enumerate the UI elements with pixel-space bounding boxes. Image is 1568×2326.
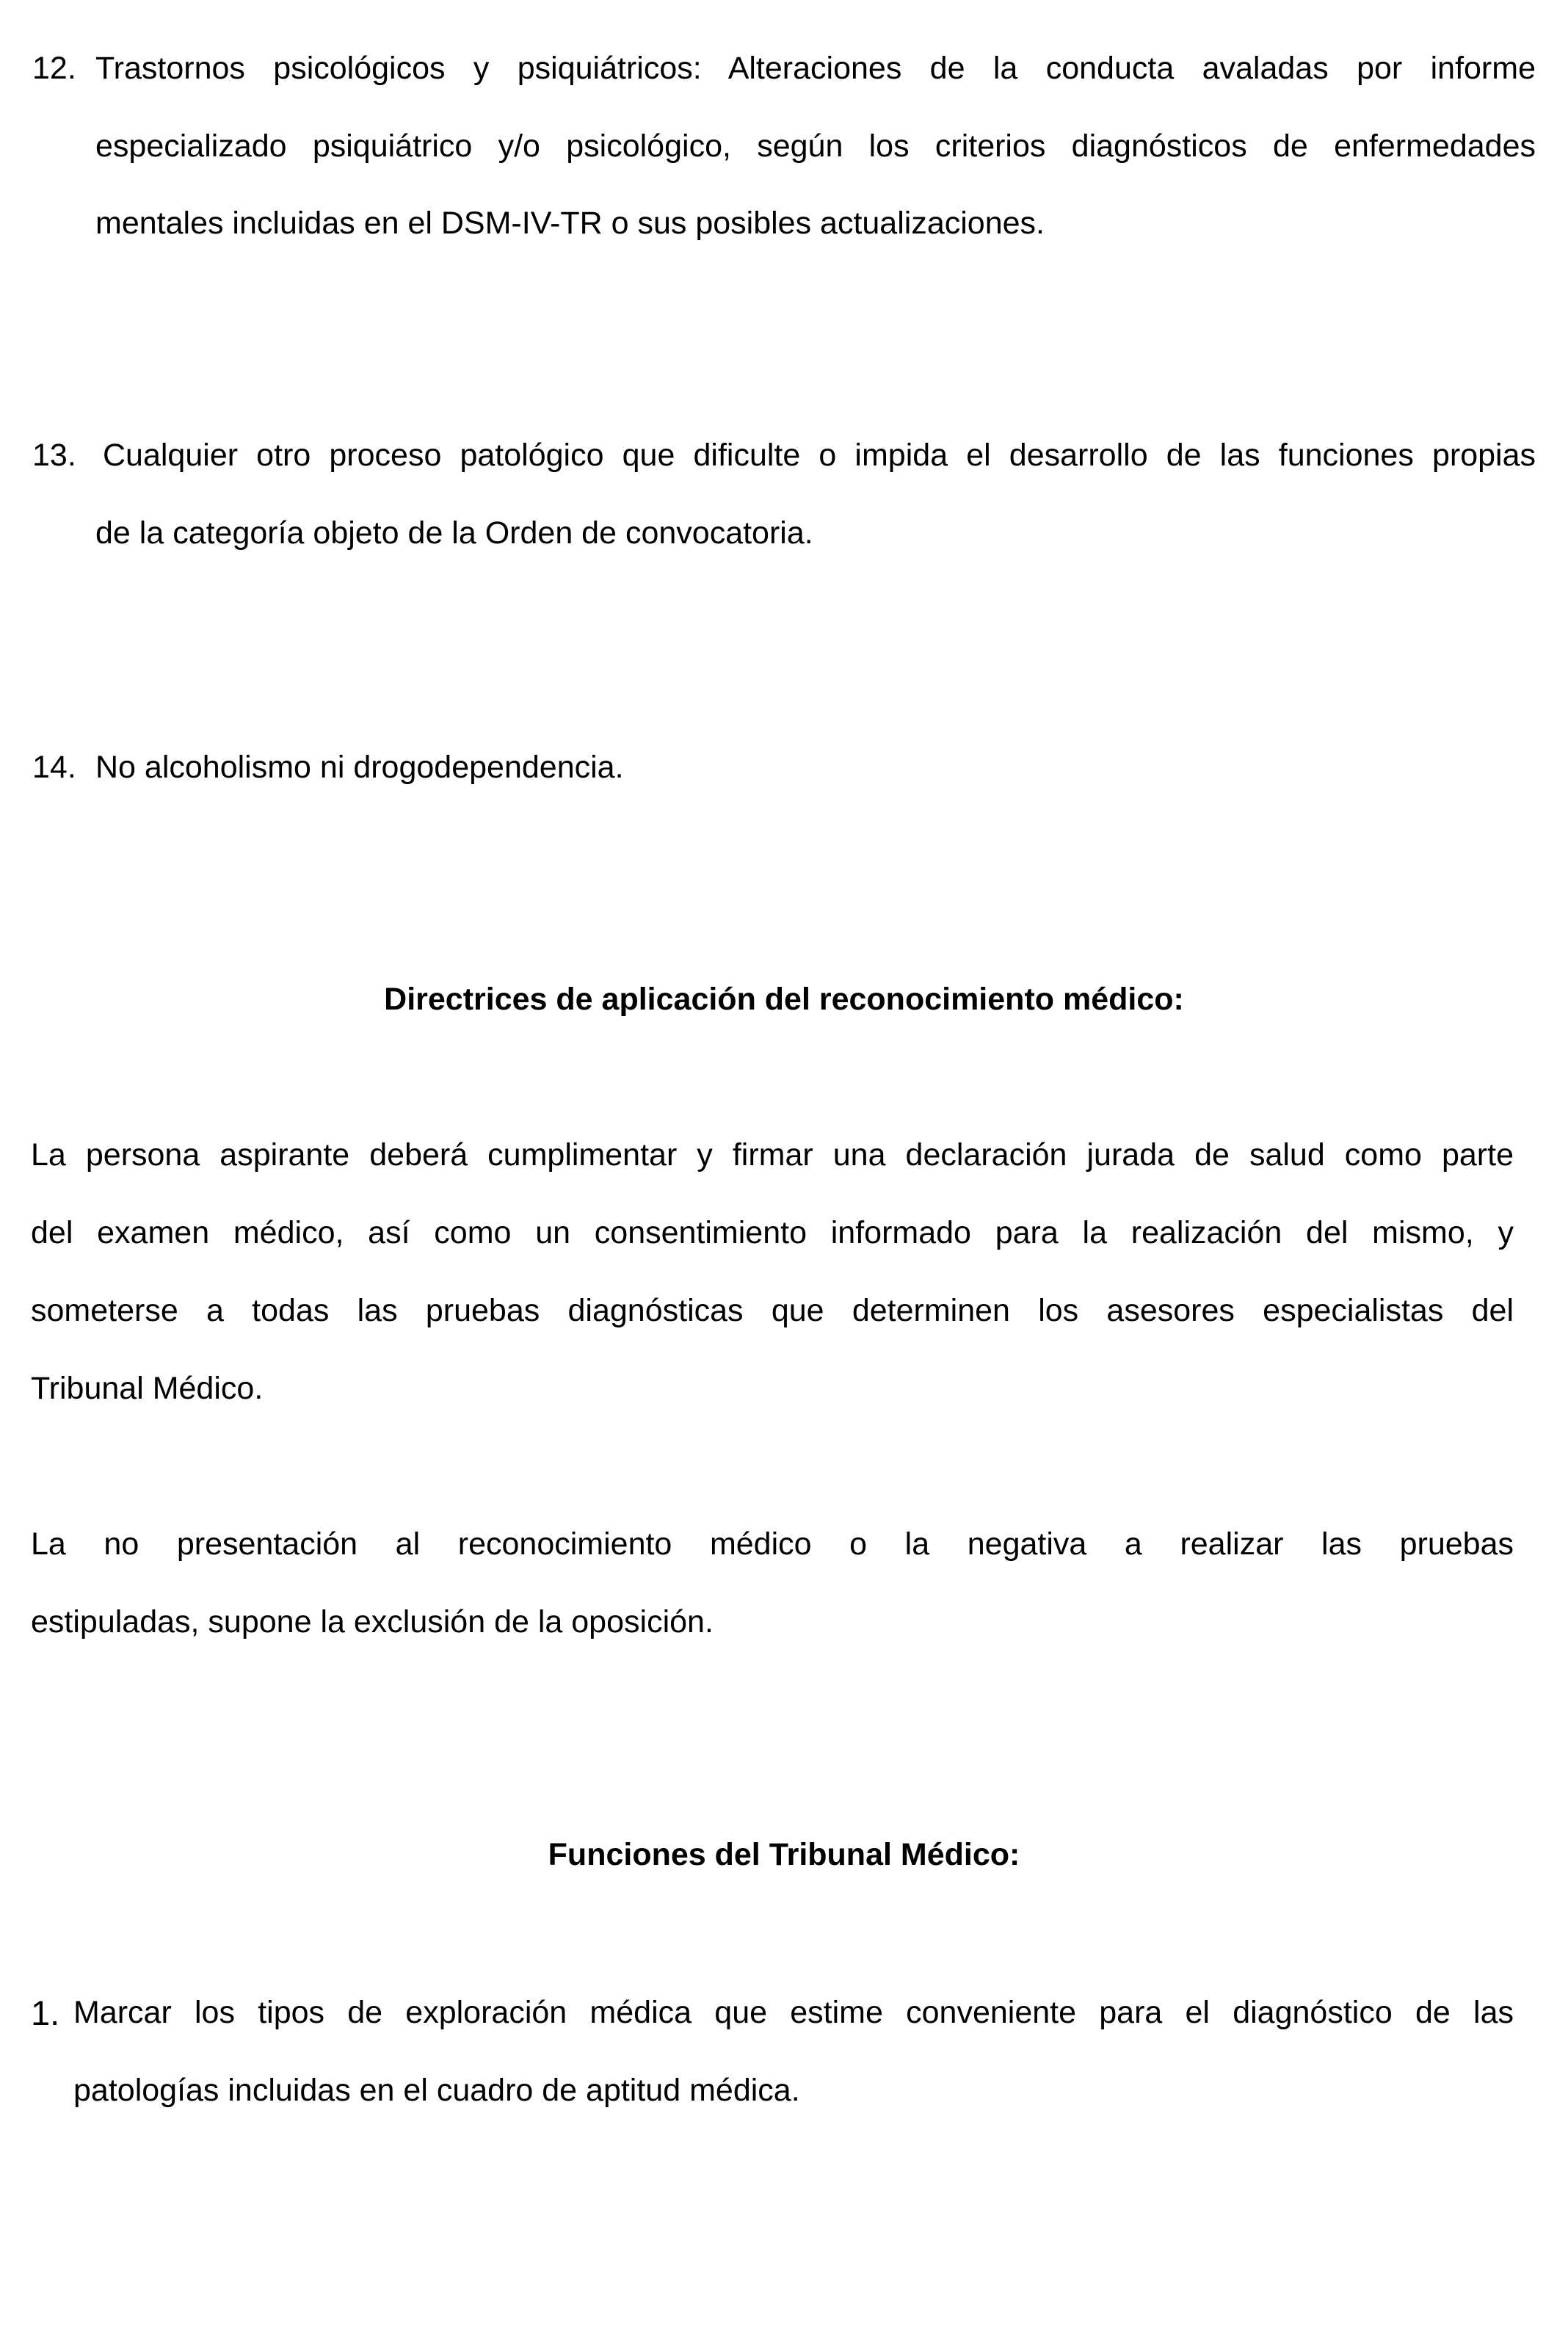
item-text-line: mentales incluidas en el DSM-IV-TR o sus posibles actualizaciones.: [95, 206, 1045, 241]
item-text-line: especializado psiquiátrico y/o psicológico, según los criterios diagnósticos de enfermedades: [95, 128, 1536, 164]
paragraph-line: La persona aspirante deberá cumplimentar y firmar una declaración jurada de salud como parte: [31, 1137, 1514, 1173]
paragraph-line: Tribunal Médico.: [31, 1371, 264, 1406]
section-heading-directrices: Directrices de aplicación del reconocimiento médico:: [384, 982, 1184, 1017]
paragraph-line: someterse a todas las pruebas diagnósticas que determinen los asesores especialistas del: [31, 1293, 1514, 1328]
item-text-line: Cualquier otro proceso patológico que dificulte o impida el desarrollo de las funciones propias: [103, 438, 1536, 473]
item-number: 1.: [31, 1993, 60, 2032]
item-number: 13.: [32, 438, 76, 473]
paragraph-line: del examen médico, así como un consentimiento informado para la realización del mismo, y: [31, 1215, 1514, 1250]
item-number: 12.: [32, 51, 76, 86]
item-text-line: de la categoría objeto de la Orden de convocatoria.: [95, 515, 813, 551]
section-heading-funciones: Funciones del Tribunal Médico:: [548, 1837, 1020, 1872]
paragraph-line: estipuladas, supone la exclusión de la oposición.: [31, 1604, 714, 1640]
paragraph-line: La no presentación al reconocimiento médico o la negativa a realizar las pruebas: [31, 1526, 1514, 1562]
item-text-line: Trastornos psicológicos y psiquiátricos: Alteraciones de la conducta avaladas por informe: [95, 51, 1536, 86]
item-text-line: patologías incluidas en el cuadro de aptitud médica.: [73, 2073, 800, 2108]
item-number: 14.: [32, 750, 76, 785]
item-text-line: Marcar los tipos de exploración médica que estime conveniente para el diagnóstico de las: [73, 1995, 1514, 2030]
item-text-line: No alcoholismo ni drogodependencia.: [95, 750, 624, 785]
